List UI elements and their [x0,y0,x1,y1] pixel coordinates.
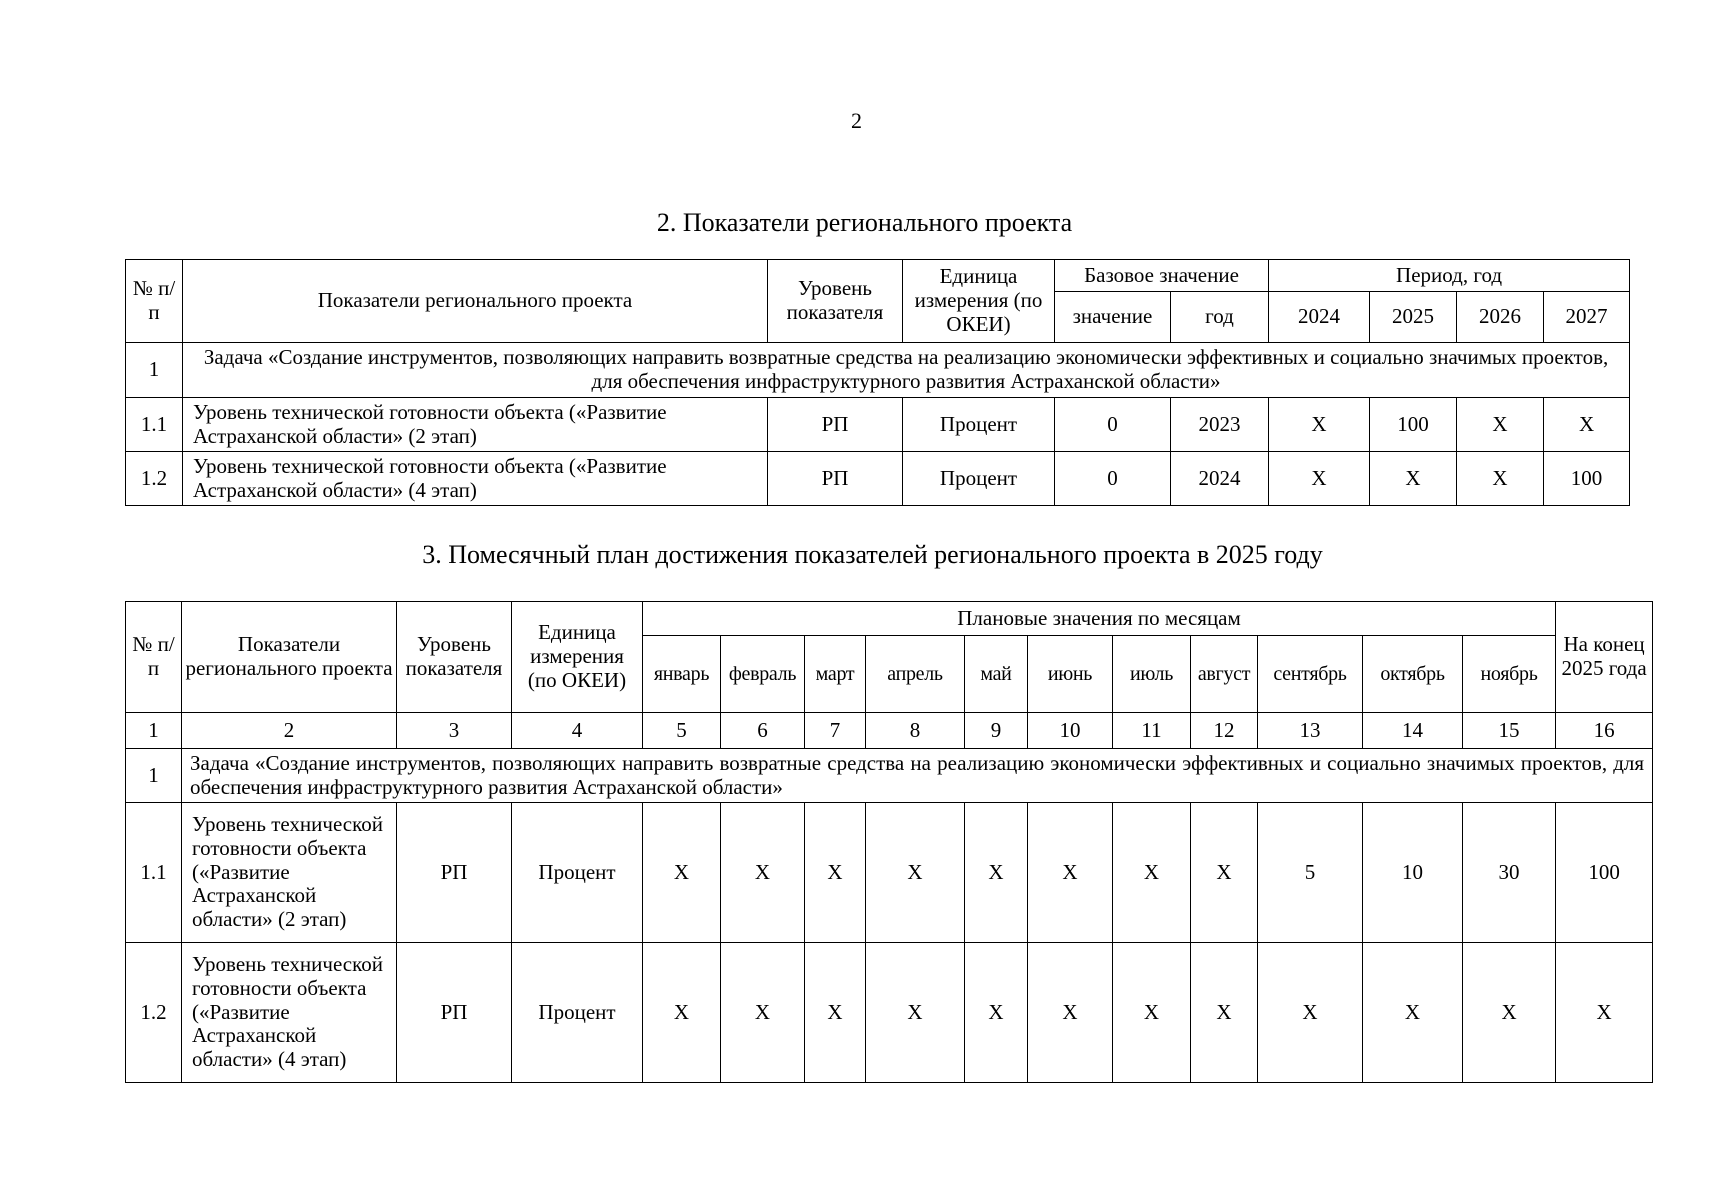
month-value: X [1363,943,1463,1083]
header-period: Период, год [1269,260,1630,292]
base-year: 2023 [1171,398,1269,452]
task-row [126,749,1653,803]
column-number: 13 [1258,713,1363,749]
month-value: X [1191,943,1258,1083]
indicator-name: Уровень технической готовности объекта («Развитие Астраханской области» (4 этап) [182,943,397,1083]
table-row [126,803,1653,943]
task-num: 1 [126,749,182,803]
indicator-unit: Процент [903,398,1055,452]
indicator-name: Уровень технической готовности объекта («Развитие Астраханской области» (2 этап) [183,398,768,452]
indicator-name: Уровень технической готовности объекта («Развитие Астраханской области» (2 этап) [182,803,397,943]
year-value: 100 [1370,398,1457,452]
header-level: Уровень показателя [397,602,512,713]
month-value: X [965,803,1028,943]
month-value: 5 [1258,803,1363,943]
column-number: 14 [1363,713,1463,749]
row-num: 1.1 [126,398,183,452]
header-month: октябрь [1363,636,1463,713]
header-month: апрель [866,636,965,713]
indicators-table [125,259,1630,506]
header-month: ноябрь [1463,636,1556,713]
header-year: 2026 [1457,292,1544,343]
column-number: 9 [965,713,1028,749]
column-numbers-row [126,713,1653,749]
header-month: июль [1113,636,1191,713]
year-value: X [1544,398,1630,452]
indicator-level: РП [768,452,903,506]
month-value: X [1028,943,1113,1083]
month-value: X [805,943,866,1083]
row-num: 1.1 [126,803,182,943]
task-num: 1 [126,343,183,398]
indicator-level: РП [397,803,512,943]
section-3-title: 3. Помесячный план достижения показателей регионального проекта в 2025 году [422,540,1323,569]
base-value: 0 [1055,452,1171,506]
month-value: X [1191,803,1258,943]
header-month: март [805,636,866,713]
base-year: 2024 [1171,452,1269,506]
month-value: X [866,803,965,943]
column-number: 5 [643,713,721,749]
indicator-level: РП [768,398,903,452]
indicator-unit: Процент [512,943,643,1083]
header-num: № п/п [126,602,182,713]
task-text: Задача «Создание инструментов, позволяющих направить возвратные средства на реализацию экономически эффективных и социально значимых проектов, для обеспечения инфраструктурного развития Астраханской области» [182,749,1653,803]
header-plan: Плановые значения по месяцам [643,602,1556,636]
base-value: 0 [1055,398,1171,452]
year-value: X [1370,452,1457,506]
column-number: 3 [397,713,512,749]
header-year: 2027 [1544,292,1630,343]
column-number: 4 [512,713,643,749]
header-month: май [965,636,1028,713]
task-text: Задача «Создание инструментов, позволяющих направить возвратные средства на реализацию экономически эффективных и социально значимых проектов, для обеспечения инфраструктурного развития Астраханской области» [183,343,1630,398]
month-value: X [965,943,1028,1083]
indicator-level: РП [397,943,512,1083]
column-number: 16 [1556,713,1653,749]
header-unit: Единица измерения (по ОКЕИ) [903,260,1055,343]
month-value: X [1113,803,1191,943]
monthly-plan-table [125,601,1653,1083]
year-value: X [1269,452,1370,506]
header-year: 2025 [1370,292,1457,343]
header-indicators: Показатели регионального проекта [183,260,768,343]
column-number: 6 [721,713,805,749]
header-year: 2024 [1269,292,1370,343]
end-value: 100 [1556,803,1653,943]
month-value: X [721,803,805,943]
month-value: X [1113,943,1191,1083]
column-number: 7 [805,713,866,749]
month-value: X [721,943,805,1083]
page-number: 2 [851,108,862,133]
header-num: № п/п [126,260,183,343]
month-value: X [1028,803,1113,943]
end-value: X [1556,943,1653,1083]
month-value: X [643,803,721,943]
column-number: 2 [182,713,397,749]
column-number: 12 [1191,713,1258,749]
section-2-title: 2. Показатели регионального проекта [656,208,1073,237]
month-value: X [1258,943,1363,1083]
month-value: X [643,943,721,1083]
month-value: X [805,803,866,943]
header-base-value: значение [1055,292,1171,343]
header-level: Уровень показателя [768,260,903,343]
header-month: февраль [721,636,805,713]
column-number: 15 [1463,713,1556,749]
month-value: 10 [1363,803,1463,943]
year-value: 100 [1544,452,1630,506]
month-value: 30 [1463,803,1556,943]
column-number: 10 [1028,713,1113,749]
table-row [126,943,1653,1083]
year-value: X [1457,452,1544,506]
indicator-unit: Процент [903,452,1055,506]
indicator-unit: Процент [512,803,643,943]
header-indicators: Показатели регионального проекта [182,602,397,713]
header-month: август [1191,636,1258,713]
column-number: 8 [866,713,965,749]
month-value: X [1463,943,1556,1083]
header-month: июнь [1028,636,1113,713]
year-value: X [1457,398,1544,452]
table-row [126,452,1630,506]
month-value: X [866,943,965,1083]
header-end: На конец 2025 года [1556,602,1653,713]
header-month: сентябрь [1258,636,1363,713]
year-value: X [1269,398,1370,452]
column-number: 11 [1113,713,1191,749]
header-base-year: год [1171,292,1269,343]
table-row [126,398,1630,452]
row-num: 1.2 [126,452,183,506]
task-row [126,343,1630,398]
header-unit: Единица измерения (по ОКЕИ) [512,602,643,713]
header-base: Базовое значение [1055,260,1269,292]
column-number: 1 [126,713,182,749]
header-month: январь [643,636,721,713]
row-num: 1.2 [126,943,182,1083]
indicator-name: Уровень технической готовности объекта («Развитие Астраханской области» (4 этап) [183,452,768,506]
